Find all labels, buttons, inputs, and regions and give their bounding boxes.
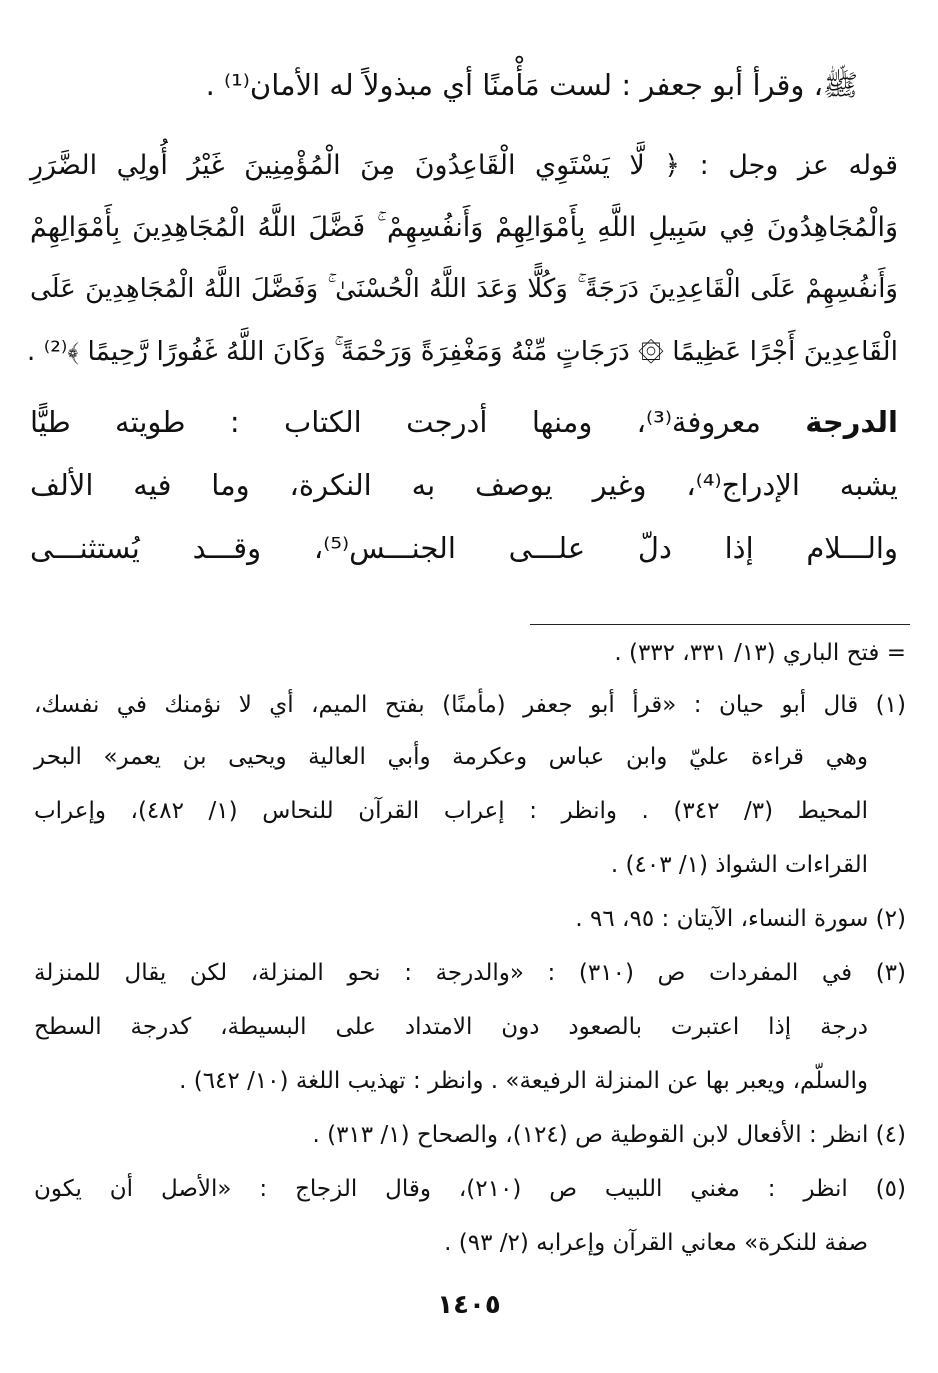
footnote-line-1: = فتح الباري (١٣/ ٣٣١، ٣٣٢) .: [614, 640, 906, 666]
footnote-line-12: صفة للنكرة» معاني القرآن وإعرابه (٢/ ٩٣) .: [444, 1230, 868, 1256]
verse-line-1: قوله عز وجل : ﴿ لَّا يَسْتَوِي الْقَاعِدُونَ مِنَ الْمُؤْمِنِينَ غَيْرُ أُولِي الضَّرَرِ: [30, 150, 898, 181]
verse-line-4: الْقَاعِدِينَ أَجْرًا عَظِيمًا ۞ دَرَجَاتٍ مِّنْهُ وَمَغْفِرَةً وَرَحْمَةً ۚ وَكَانَ اللَّهُ غَفُورًا رَّحِيمًا ﴾⁽²⁾ .: [26, 336, 898, 367]
footnote-line-3: وهي قراءة عليّ وابن عباس وعكرمة وأبي العالية ويحيى بن يعمر» البحر: [34, 744, 868, 770]
footnote-separator: [530, 624, 910, 625]
verse-line-2: وَالْمُجَاهِدُونَ فِي سَبِيلِ اللَّهِ بِأَمْوَالِهِمْ وَأَنفُسِهِمْ ۚ فَضَّلَ اللَّهُ الْمُجَاهِدِينَ بِأَمْوَالِهِمْ: [30, 212, 898, 243]
paragraph-line-1: [30, 405, 898, 439]
footnote-line-4: المحيط (٣/ ٣٤٢) . وانظر : إعراب القرآن للنحاس (١/ ٤٨٢)، وإعراب: [34, 798, 868, 824]
footnote-line-2: (١) قال أبو حيان : «قرأ أبو جعفر (مأمنًا) بفتح الميم، أي لا نؤمنك في نفسك،: [34, 692, 906, 718]
paragraph-keyword: الدرجة: [805, 405, 898, 439]
paragraph-line-3: والـــلام إذا دلّ علـــى الجنـــس⁽⁵⁾، وقـــد يُستثنـــى: [30, 531, 898, 565]
footnote-line-10: (٤) انظر : الأفعال لابن القوطية ص (١٢٤)، والصحاح (١/ ٣١٣) .: [312, 1122, 906, 1148]
page-number: ١٤٠٥: [437, 1290, 501, 1320]
footnote-line-9: والسلّم، ويعبر بها عن المنزلة الرفيعة» . وانظر : تهذيب اللغة (١٠/ ٦٤٢) .: [179, 1068, 868, 1094]
footnote-line-7: (٣) في المفردات ص (٣١٠) : «والدرجة : نحو المنزلة، لكن يقال للمنزلة: [34, 960, 907, 986]
paragraph-text: معروفة⁽³⁾، ومنها أدرجت الكتاب : طويته طيًّا: [30, 405, 806, 439]
verse-line-3: وَأَنفُسِهِمْ عَلَى الْقَاعِدِينَ دَرَجَةً ۚ وَكُلًّا وَعَدَ اللَّهُ الْحُسْنَىٰ ۚ وَفَضَّلَ اللَّهُ الْمُجَاهِدِينَ عَلَى: [30, 274, 898, 304]
body-line-1: ﷺ، وقرأ أبو جعفر : لست مَأْمنًا أي مبذولاً له الأمان⁽¹⁾ .: [205, 68, 858, 102]
paragraph-line-2: يشبه الإدراج⁽⁴⁾، وغير يوصف به النكرة، وما فيه الألف: [30, 468, 899, 502]
footnote-line-5: القراءات الشواذ (١/ ٤٠٣) .: [610, 852, 868, 878]
footnote-line-8: درجة إذا اعتبرت بالصعود دون الامتداد على البسيطة، كدرجة السطح: [34, 1014, 868, 1040]
footnote-line-11: (٥) انظر : مغني اللبيب ص (٢١٠)، وقال الزجاج : «الأصل أن يكون: [34, 1176, 906, 1202]
footnote-line-6: (٢) سورة النساء، الآيتان : ٩٥، ٩٦ .: [575, 906, 906, 932]
